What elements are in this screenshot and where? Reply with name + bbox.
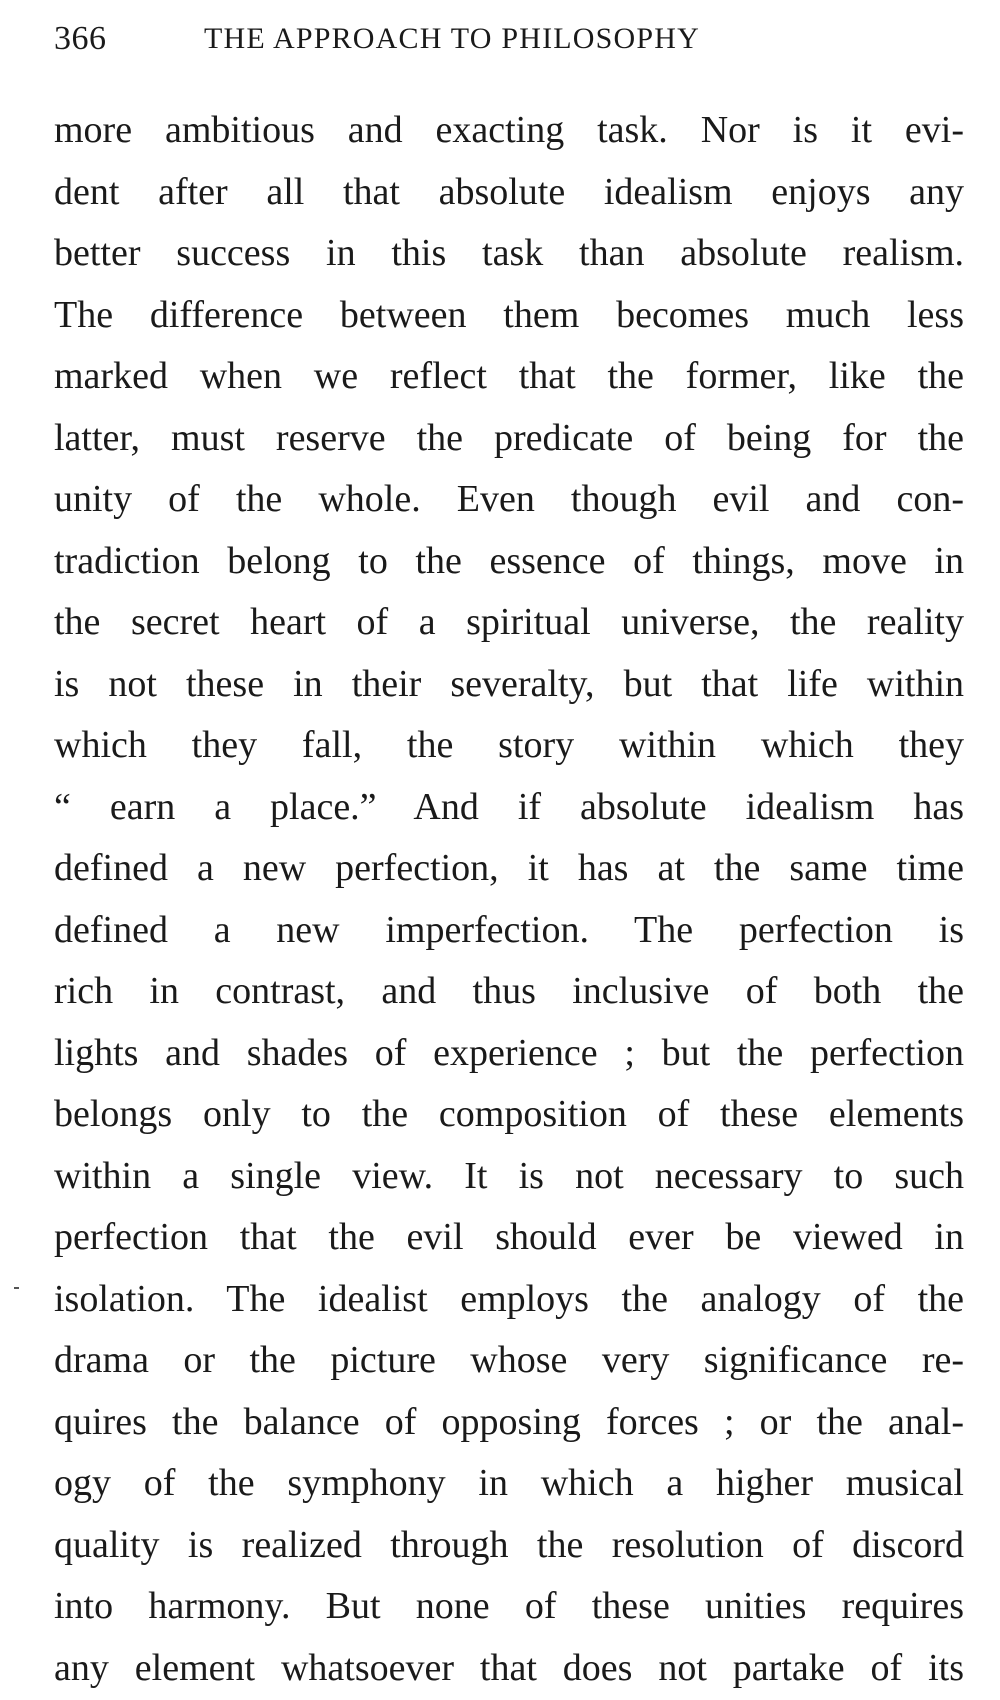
text-line: into harmony. But none of these unities requires <box>54 1585 964 1627</box>
text-line: lights and shades of experience ; but the perfection <box>54 1031 964 1074</box>
text-line: belongs only to the composition of these elements <box>54 1093 964 1135</box>
text-line: better success in this task than absolute realism. <box>54 232 964 274</box>
text-line: latter, must reserve the predicate of being for the <box>54 416 964 459</box>
text-line: “ earn a place.” And if absolute idealism has <box>54 785 964 828</box>
text-line: unity of the whole. Even though evil and con- <box>54 478 964 520</box>
text-line: dent after all that absolute idealism enjoys any <box>54 170 964 213</box>
text-line: marked when we reflect that the former, like the <box>54 355 964 397</box>
text-line: drama or the picture whose very significance re- <box>54 1339 964 1381</box>
text-line: more ambitious and exacting task. Nor is it evi- <box>54 109 964 151</box>
text-line: the secret heart of a spiritual universe, the reality <box>54 601 964 643</box>
text-line: quires the balance of opposing forces ; or the anal- <box>54 1400 964 1443</box>
text-line: tradiction belong to the essence of things, move in <box>54 539 964 582</box>
text-line: is not these in their severalty, but that life within <box>54 662 964 705</box>
text-line: isolation. The idealist employs the analogy of the <box>54 1277 964 1320</box>
text-line: defined a new imperfection. The perfection is <box>54 908 964 951</box>
text-line: within a single view. It is not necessary to such <box>54 1154 964 1197</box>
text-line: quality is realized through the resolution of discord <box>54 1523 964 1566</box>
running-head <box>54 18 964 68</box>
text-line: which they fall, the story within which they <box>54 724 964 766</box>
body-text <box>54 100 964 1699</box>
text-line: perfection that the evil should ever be viewed in <box>54 1216 964 1258</box>
margin-mark <box>14 1287 19 1289</box>
running-title: THE APPROACH TO PHILOSOPHY <box>204 22 701 55</box>
text-line: The difference between them becomes much less <box>54 293 964 336</box>
text-line: ogy of the symphony in which a higher musical <box>54 1462 964 1504</box>
page-number: 366 <box>54 20 107 57</box>
text-line: any element whatsoever that does not partake of its <box>54 1646 964 1689</box>
text-line: defined a new perfection, it has at the same time <box>54 847 964 889</box>
text-line: rich in contrast, and thus inclusive of both the <box>54 970 964 1012</box>
